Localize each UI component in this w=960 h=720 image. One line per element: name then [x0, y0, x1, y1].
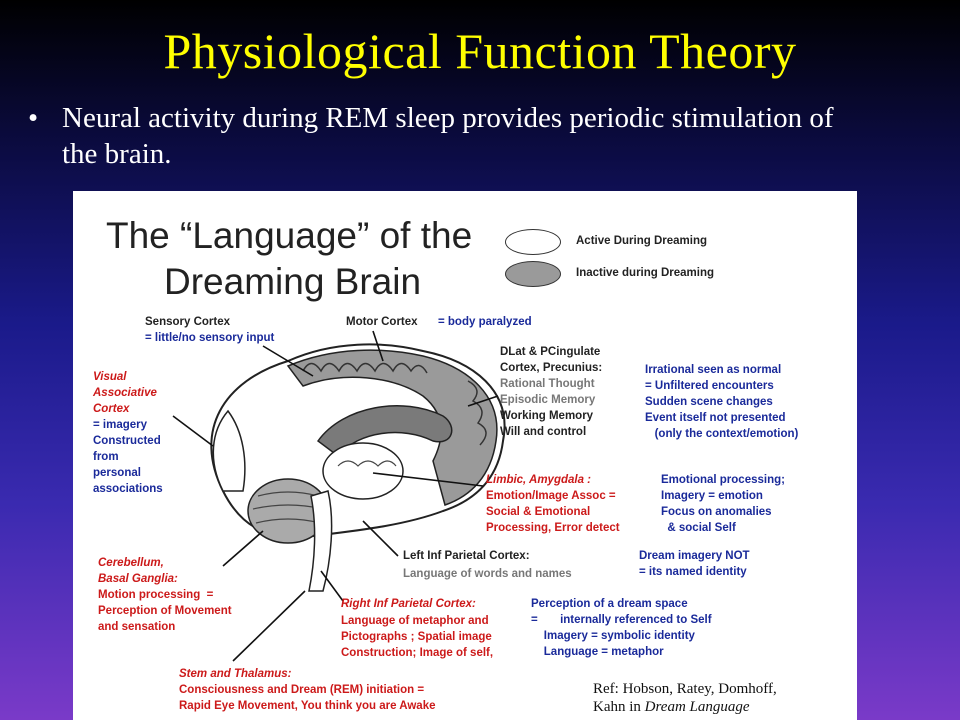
- bullet-text: Neural activity during REM sleep provides periodic stimulation of the brain.: [62, 102, 834, 170]
- figure-title: [106, 213, 472, 305]
- legend-active-label: Active During Dreaming: [576, 235, 707, 247]
- brainstem: [309, 491, 332, 591]
- brain-figure: [73, 191, 857, 720]
- limbic-title: Limbic, Amygdala :: [486, 474, 592, 486]
- dlat-active-functions: Working Memory Will and control: [500, 410, 594, 438]
- limbic-dream-effects: Emotional processing; Imagery = emotion Focus on anomalies & social Self: [661, 474, 785, 534]
- motor-cortex-title: Motor Cortex: [346, 316, 418, 328]
- motor-cortex-desc: = body paralyzed: [438, 316, 532, 328]
- left-inf-parietal-effects: Dream imagery NOT = its named identity: [639, 550, 750, 578]
- limbic-functions: Emotion/Image Assoc = Social & Emotional Processing, Error detect: [486, 490, 620, 534]
- sensory-cortex-title: Sensory Cortex: [145, 316, 231, 328]
- reference-line1: Ref: Hobson, Ratey, Domhoff,: [593, 681, 777, 697]
- pointer-visual: [173, 416, 213, 446]
- cerebellum-desc: Motion processing = Perception of Movement and sensation: [98, 589, 232, 633]
- stem-thalamus-title: Stem and Thalamus:: [179, 668, 292, 680]
- bullet-dot-icon: •: [28, 102, 39, 134]
- right-inf-parietal-effects: Perception of a dream space = internally referenced to Self Imagery = symbolic identity Language = metaphor: [531, 598, 712, 658]
- reference-book-title: Dream Language: [644, 699, 750, 715]
- figure-title-line1: The “Language” of the: [106, 215, 473, 256]
- left-inf-parietal-desc: Language of words and names: [403, 568, 572, 580]
- left-inf-parietal-title: Left Inf Parietal Cortex:: [403, 550, 530, 562]
- right-inf-parietal-title: Right Inf Parietal Cortex:: [341, 598, 476, 610]
- visual-cortex-title: Visual Associative Cortex: [93, 371, 157, 415]
- right-inf-parietal-desc: Language of metaphor and Pictographs ; Spatial image Construction; Image of self,: [341, 615, 494, 659]
- dlat-dream-effects: Irrational seen as normal = Unfiltered encounters Sudden scene changes Event itself not presented (only the context/emotion): [645, 364, 799, 440]
- figure-title-line2: Dreaming Brain: [164, 261, 422, 302]
- legend-active-swatch: [505, 229, 561, 255]
- visual-cortex-desc: = imagery Constructed from personal associations: [93, 419, 163, 495]
- reference-note: [593, 680, 777, 716]
- sensory-cortex-desc: = little/no sensory input: [145, 332, 275, 344]
- legend-inactive-label: Inactive during Dreaming: [576, 267, 715, 279]
- slide-title: Physiological Function Theory: [163, 23, 797, 79]
- dlat-inactive-functions: Rational Thought Episodic Memory: [500, 378, 596, 406]
- limbic-region: [323, 443, 403, 499]
- cerebellum-title: Cerebellum, Basal Ganglia:: [98, 557, 178, 585]
- stem-thalamus-desc: Consciousness and Dream (REM) initiation = Rapid Eye Movement, You think you are Awake: [179, 684, 436, 712]
- dlat-title-line1: DLat & PCingulate: [500, 346, 601, 358]
- pointer-cerebellum: [223, 531, 263, 566]
- pointer-stem: [233, 591, 305, 661]
- reference-line2-prefix: Kahn in: [593, 699, 645, 715]
- reference-line2: [593, 698, 777, 716]
- legend-inactive-swatch: [505, 261, 561, 287]
- dlat-title-line2: Cortex, Precunius:: [500, 362, 603, 374]
